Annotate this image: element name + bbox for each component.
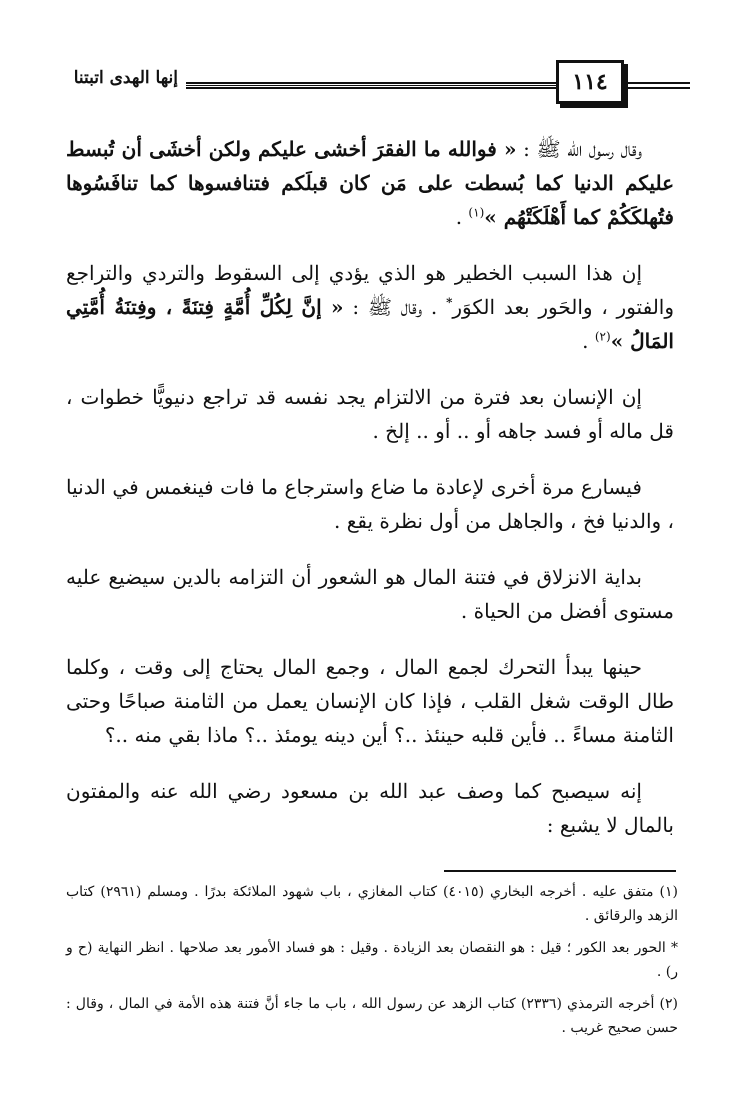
footnote-separator <box>444 870 676 872</box>
paragraph-6: حينها يبدأ التحرك لجمع المال ، وجمع المال يحتاج إلى وقت ، وكلما طال الوقت شغل القلب ، فإذا كان الإنسان يعمل من الثامنة صباحًا وحتى الثامنة مساءً .. فأين قلبه حينئذ ..؟ أين دينه يومئذ ..؟ ماذا بقي منه ..؟ <box>66 655 674 747</box>
footnote-1: (١) متفق عليه . أخرجه البخاري (٤٠١٥) كتاب المغازي ، باب شهود الملائكة بدرًا . ومسلم (٢٩٦١) كتاب الزهد والرقائق . <box>66 884 678 924</box>
paragraph-2 <box>66 256 674 358</box>
page-number: ١١٤ <box>556 60 624 104</box>
paragraph-2-end: . <box>582 329 595 353</box>
paragraph-1-intro: وقال رسول الله ﷺ : <box>516 137 643 161</box>
footnotes <box>66 880 678 1048</box>
main-text <box>66 132 674 864</box>
footnote-star-ref: * <box>446 295 453 310</box>
running-title: إنها الهدى اتبتنا <box>73 68 178 88</box>
page-header <box>58 60 688 110</box>
paragraph-7: إنه سيصبح كما وصف عبد الله بن مسعود رضي الله عنه والمفتون بالمال لا يشبع : <box>66 779 674 837</box>
paragraph-1 <box>66 132 674 234</box>
footnote-ref-2: (٢) <box>594 329 611 344</box>
hadith-quote-1: « فوالله ما الفقرَ أخشى عليكم ولكن أخشَى أن تُبسط عليكم الدنيا كما بُسطت على مَن كان قبلَكم فتنافسوها كما تنافَسُوها فتُهلكَكُمْ كما أَهْلَكَتْهُم » <box>66 137 674 229</box>
hadith-quote-2: « إنَّ لِكُلِّ أُمَّةٍ فِتنَةً ، وفِتنَةُ أُمَّتِي المَالُ » <box>66 295 674 353</box>
paragraph-1-end: . <box>455 205 469 229</box>
header-rule-left <box>186 82 556 89</box>
paragraph-2-intro: إن هذا السبب الخطير هو الذي يؤدي إلى السقوط والتردي والتراجع والفتور ، والحَور بعد الكوَر <box>66 261 675 319</box>
footnote-2: (٢) أخرجه الترمذي (٢٣٣٦) كتاب الزهد عن رسول الله ، باب ما جاء أنَّ فتنة هذه الأمة في المال ، وقال : حسن صحيح غريب . <box>66 996 678 1036</box>
paragraph-5: بداية الانزلاق في فتنة المال هو الشعور أن التزامه بالدين سيضيع عليه مستوى أفضل من الحياة . <box>66 565 674 623</box>
paragraph-2-middle: . وقال ﷺ : <box>343 295 447 319</box>
paragraph-4: فيسارع مرة أخرى لإعادة ما ضاع واسترجاع ما فات فينغمس في الدنيا ، والدنيا فخ ، والجاهل من أول نظرة يقع . <box>66 475 674 533</box>
footnote-star: * الحور بعد الكور ؛ قيل : هو النقصان بعد الزيادة . وقيل : هو فساد الأمور بعد صلاحها . انظر النهاية (ح و ر) . <box>66 940 678 980</box>
paragraph-3: إن الإنسان بعد فترة من الالتزام يجد نفسه قد تراجع دنيويًّا خطوات ، قل ماله أو فسد جاهه أو .. أو .. إلخ . <box>66 385 674 443</box>
footnote-ref-1: (١) <box>468 205 485 220</box>
header-rule-right <box>628 82 690 89</box>
